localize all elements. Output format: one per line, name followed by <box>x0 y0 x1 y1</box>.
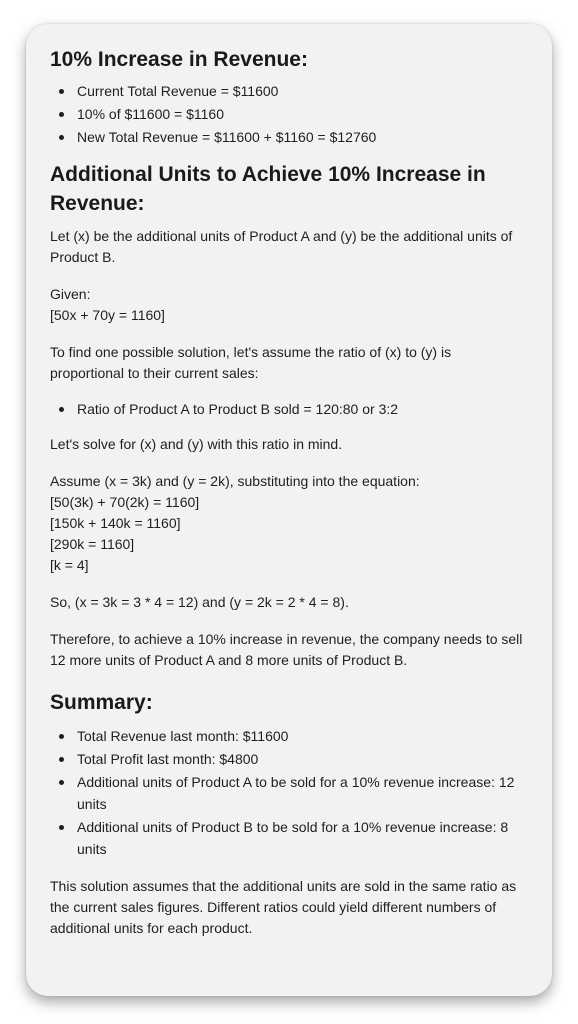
summary-bullet-list <box>50 725 528 860</box>
summary-footer: This solution assumes that the additional units are sold in the same ratio as the current sales figures. Different ratios could yield different numbers of additional units for each product. <box>50 878 517 936</box>
solve-line: Let's solve for (x) and (y) with this ratio in mind. <box>50 436 343 452</box>
conclusion-text: Therefore, to achieve a 10% increase in revenue, the company needs to sell 12 more units of Product A and 8 more units of Product B. <box>50 631 523 668</box>
list-item: New Total Revenue = $11600 + $1160 = $12760 <box>77 126 528 148</box>
step-equation: [290k = 1160] <box>50 536 135 552</box>
list-item: Additional units of Product A to be sold for a 10% revenue increase: 12 units <box>77 771 528 815</box>
given-block <box>50 284 528 326</box>
step-equation: [k = 4] <box>50 557 89 573</box>
ratio-intro: To find one possible solution, let's assume the ratio of (x) to (y) is proportional to their current sales: <box>50 344 452 381</box>
additional-units-heading: Additional Units to Achieve 10% Increase in Revenue: <box>50 163 486 215</box>
list-item: 10% of $11600 = $1160 <box>77 103 528 125</box>
step-equation: [50(3k) + 70(2k) = 1160] <box>50 494 200 510</box>
assume-line: Assume (x = 3k) and (y = 2k), substituting into the equation: <box>50 473 420 489</box>
revenue-bullet-list <box>50 80 528 148</box>
list-item: Additional units of Product B to be sold for a 10% revenue increase: 8 units <box>77 816 528 860</box>
variables-intro: Let (x) be the additional units of Product A and (y) be the additional units of Product B. <box>50 228 513 265</box>
list-item: Ratio of Product A to Product B sold = 120:80 or 3:2 <box>77 398 528 420</box>
summary-heading: Summary: <box>50 691 153 714</box>
list-item: Total Profit last month: $4800 <box>77 748 528 770</box>
step-equation: [150k + 140k = 1160] <box>50 515 181 531</box>
ratio-bullet-list <box>50 398 528 420</box>
response-card <box>26 24 552 996</box>
given-label: Given: <box>50 286 91 302</box>
list-item: Total Revenue last month: $11600 <box>77 725 528 747</box>
solution-line: So, (x = 3k = 3 * 4 = 12) and (y = 2k = 2 * 4 = 8). <box>50 594 349 610</box>
steps-block <box>50 471 528 576</box>
given-equation: [50x + 70y = 1160] <box>50 307 165 323</box>
list-item: Current Total Revenue = $11600 <box>77 80 528 102</box>
revenue-increase-heading: 10% Increase in Revenue: <box>50 48 308 71</box>
